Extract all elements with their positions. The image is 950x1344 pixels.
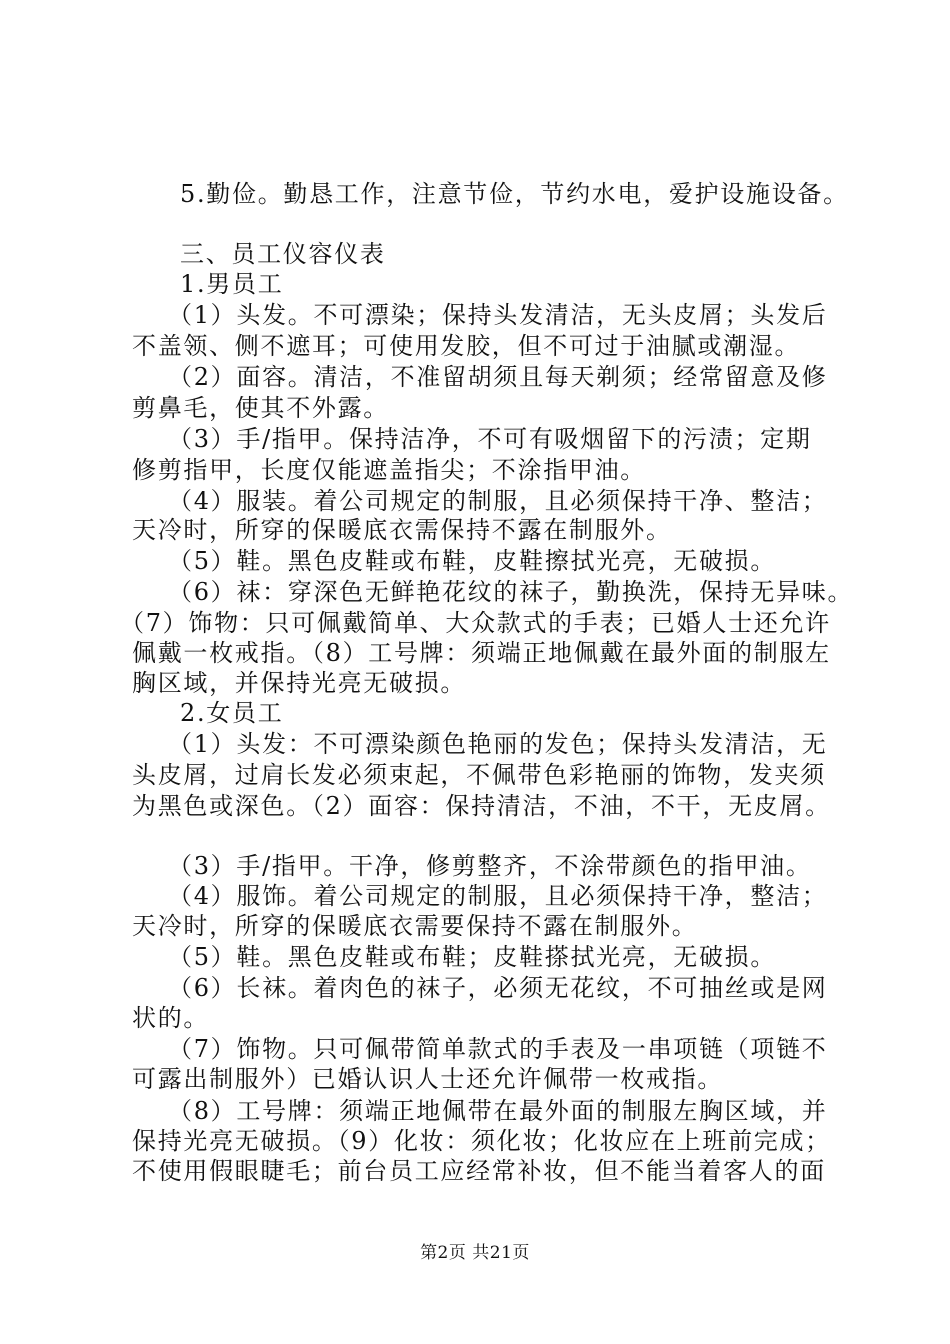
text-line: （3）手/指甲。干净，修剪整齐，不涂带颜色的指甲油。 [168, 852, 812, 880]
text-line: （1）头发。不可漂染；保持头发清洁，无头皮屑；头发后 [168, 301, 828, 329]
text-line: （6）袜：穿深色无鲜艳花纹的袜子，勤换洗，保持无异味。 [168, 578, 854, 606]
subsection-heading: 2.女员工 [180, 699, 284, 727]
text-line: （2）面容。清洁，不准留胡须且每天剃须；经常留意及修 [168, 363, 828, 391]
section-heading: 三、员工仪容仪表 [180, 240, 386, 268]
text-line: （8）工号牌：须端正地佩带在最外面的制服左胸区域，并 [168, 1097, 828, 1125]
text-line: （7）饰物。只可佩带简单款式的手表及一串项链（项链不 [168, 1035, 828, 1063]
text-line: 可露出制服外）已婚认识人士还允许佩带一枚戒指。 [132, 1065, 724, 1093]
text-line: 头皮屑，过肩长发必须束起，不佩带色彩艳丽的饰物，发夹须 [132, 761, 826, 789]
text-line: 天冷时，所穿的保暖底衣需要保持不露在制服外。 [132, 912, 698, 940]
text-line: 胸区域，并保持光亮无破损。 [132, 669, 467, 697]
text-line: （4）服饰。着公司规定的制服，且必须保持干净，整洁； [168, 882, 828, 910]
text-line: 佩戴一枚戒指。（8）工号牌：须端正地佩戴在最外面的制服左 [132, 639, 831, 667]
text-line: （4）服装。着公司规定的制服，且必须保持干净、整洁； [168, 487, 828, 515]
page-number: 第2页 共21页 [420, 1243, 530, 1263]
text-line: （5）鞋。黑色皮鞋或布鞋；皮鞋搽拭光亮，无破损。 [168, 943, 777, 971]
text-line: 剪鼻毛，使其不外露。 [132, 394, 389, 422]
text-line: 为黑色或深色。（2）面容：保持清洁，不油，不干，无皮屑。 [132, 792, 831, 820]
text-line: （1）头发：不可漂染颜色艳丽的发色；保持头发清洁，无 [168, 730, 828, 758]
text-line: 状的。 [132, 1004, 210, 1032]
text-line: 保持光亮无破损。（9）化妆：须化妆；化妆应在上班前完成； [132, 1127, 831, 1155]
text-line: （7）饰物：只可佩戴简单、大众款式的手表；已婚人士还允许 [120, 609, 831, 637]
text-line: 5.勤俭。勤恳工作，注意节俭，节约水电，爱护设施设备。 [180, 180, 849, 208]
text-line: 不盖领、侧不遮耳；可使用发胶，但不可过于油腻或潮湿。 [132, 332, 801, 360]
text-line: （6）长袜。着肉色的袜子，必须无花纹，不可抽丝或是网 [168, 974, 828, 1002]
text-line: （3）手/指甲。保持洁净，不可有吸烟留下的污渍；定期 [168, 425, 812, 453]
subsection-heading: 1.男员工 [180, 270, 284, 298]
text-line: 修剪指甲，长度仅能遮盖指尖；不涂指甲油。 [132, 456, 646, 484]
text-line: 不使用假眼睫毛；前台员工应经常补妆，但不能当着客人的面 [132, 1157, 826, 1185]
text-line: 天冷时，所穿的保暖底衣需保持不露在制服外。 [132, 516, 672, 544]
text-line: （5）鞋。黑色皮鞋或布鞋，皮鞋擦拭光亮，无破损。 [168, 547, 777, 575]
